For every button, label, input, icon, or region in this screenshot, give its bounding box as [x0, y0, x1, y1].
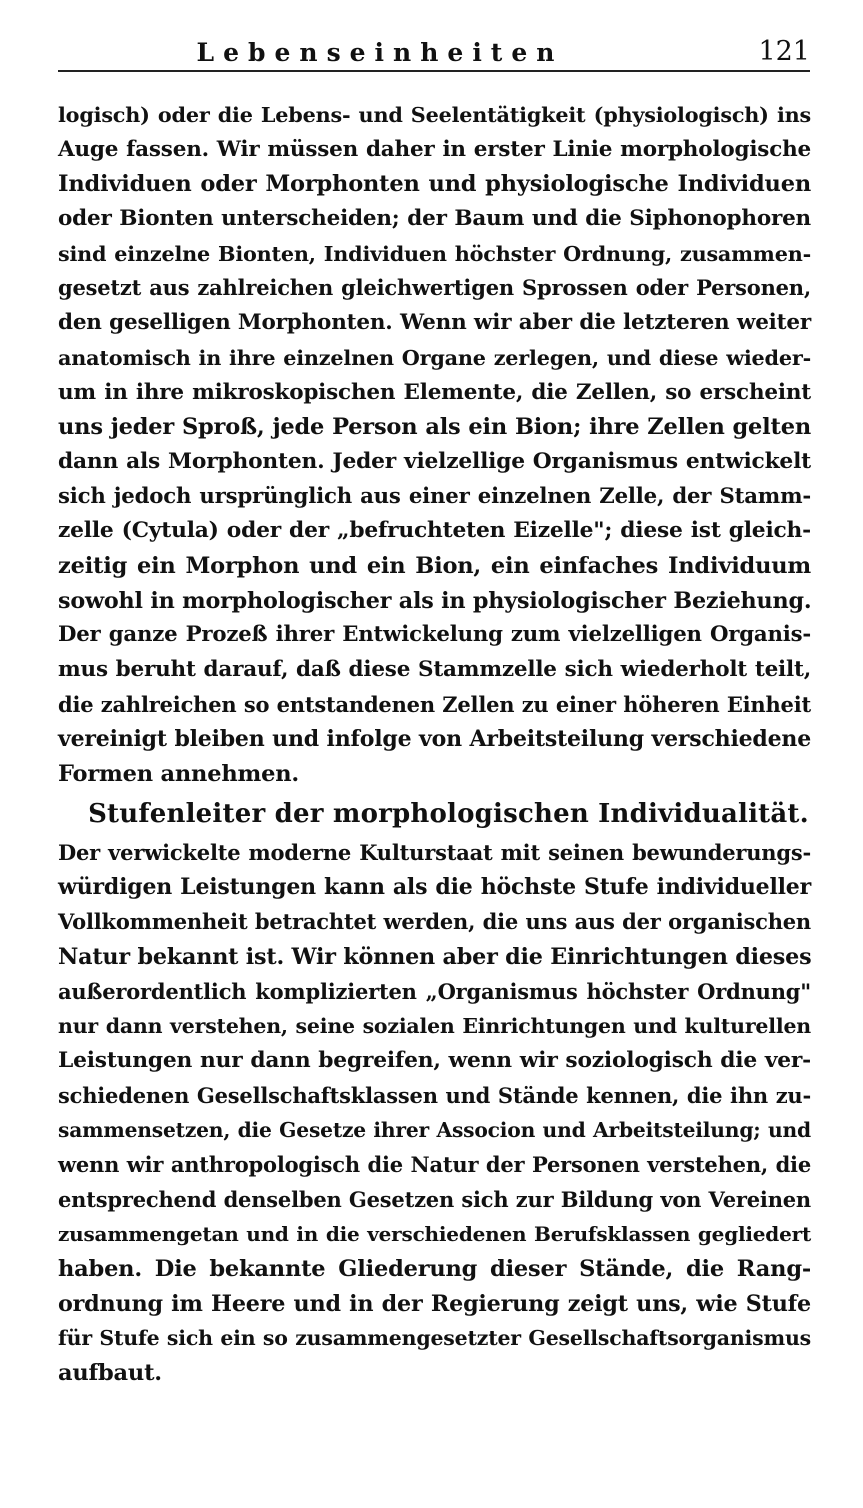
paragraph-1: [58, 98, 811, 792]
text-line: Formen annehmen.: [58, 761, 300, 788]
text-line: gesetzt aus zahlreichen gleichwertigen Sprossen oder Personen,: [58, 275, 811, 301]
running-header: [60, 30, 810, 70]
text-line: um in ihre mikroskopischen Elemente, die Zellen, so erscheint: [58, 379, 811, 405]
body-text: [58, 98, 811, 1391]
text-line: sowohl in morphologischer als in physiologischer Beziehung.: [58, 587, 812, 614]
text-line: sammensetzen, die Gesetze ihrer Associon und Arbeitsteilung; und: [58, 1118, 811, 1143]
text-line: wenn wir anthropologisch die Natur der Personen verstehen, die: [58, 1151, 811, 1177]
text-line: sind einzelne Bionten, Individuen höchster Ordnung, zusammen-: [58, 241, 811, 266]
running-title: Lebenseinheiten: [196, 38, 564, 67]
text-line: ordnung im Heere und in der Regierung zeigt uns, wie Stufe: [58, 1290, 811, 1317]
text-line: Der verwickelte moderne Kulturstaat mit seinen bewunderungs-: [58, 839, 811, 865]
text-line: Auge fassen. Wir müssen daher in erster Linie morphologische: [58, 136, 811, 162]
paragraph-2: [58, 836, 811, 1391]
text-line: zusammengetan und in die verschiedenen Berufsklassen gegliedert: [58, 1222, 811, 1247]
text-line: anatomisch in ihre einzelnen Organe zerlegen, und diese wieder-: [58, 345, 811, 370]
text-line: oder Bionten unterscheiden; der Baum und die Siphonophoren: [58, 206, 811, 232]
text-line: Leistungen nur dann begreifen, wenn wir soziologisch die ver-: [58, 1047, 811, 1073]
text-line: mus beruht darauf, daß diese Stammzelle sich wiederholt teilt,: [58, 657, 811, 682]
text-line: sich jedoch ursprünglich aus einer einzelnen Zelle, der Stamm-: [58, 483, 811, 509]
text-line: uns jeder Sproß, jede Person als ein Bion; ihre Zellen gelten: [58, 414, 811, 441]
text-line: die zahlreichen so entstandenen Zellen zu einer höheren Einheit: [58, 691, 811, 717]
section-heading: Stufenleiter der morphologischen Individualität.: [88, 798, 809, 829]
text-line: Natur bekannt ist. Wir können aber die Einrichtungen dieses: [58, 943, 812, 970]
text-line: für Stufe sich ein so zusammengesetzter Gesellschaftsorganismus: [58, 1326, 811, 1351]
text-line: vereinigt bleiben und infolge von Arbeitsteilung verschiedene: [58, 726, 811, 753]
text-line: Der ganze Prozeß ihrer Entwickelung zum vielzelligen Organis-: [58, 622, 811, 648]
text-line: entsprechend denselben Gesetzen sich zur Bildung von Vereinen: [58, 1186, 811, 1212]
header-rule: [58, 70, 810, 72]
text-line: dann als Morphonten. Jeder vielzellige Organismus entwickelt: [58, 448, 811, 474]
text-line: schiedenen Gesellschaftsklassen und Stände kennen, die ihn zu-: [58, 1082, 811, 1108]
text-line: den geselligen Morphonten. Wenn wir aber die letzteren weiter: [58, 310, 811, 336]
text-line: außerordentlich komplizierten „Organismus höchster Ordnung": [58, 978, 811, 1004]
text-line: Vollkommenheit betrachtet werden, die uns aus der organischen: [58, 909, 811, 935]
text-line: logisch) oder die Lebens- und Seelentätigkeit (physiologisch) ins: [58, 103, 811, 127]
text-line: zelle (Cytula) oder der „befruchteten Eizelle"; diese ist gleich-: [58, 518, 811, 544]
text-line: haben. Die bekannte Gliederung dieser Stände, die Rang-: [58, 1256, 811, 1282]
text-line: Individuen oder Morphonten und physiologische Individuen: [58, 171, 811, 198]
page-number: 121: [758, 36, 810, 67]
text-line: nur dann verstehen, seine sozialen Einrichtungen und kulturellen: [58, 1014, 811, 1039]
text-line: zeitig ein Morphon und ein Bion, ein einfaches Individuum: [58, 552, 811, 579]
text-line: aufbaut.: [58, 1360, 162, 1387]
text-line: würdigen Leistungen kann als die höchste Stufe individueller: [58, 874, 811, 901]
